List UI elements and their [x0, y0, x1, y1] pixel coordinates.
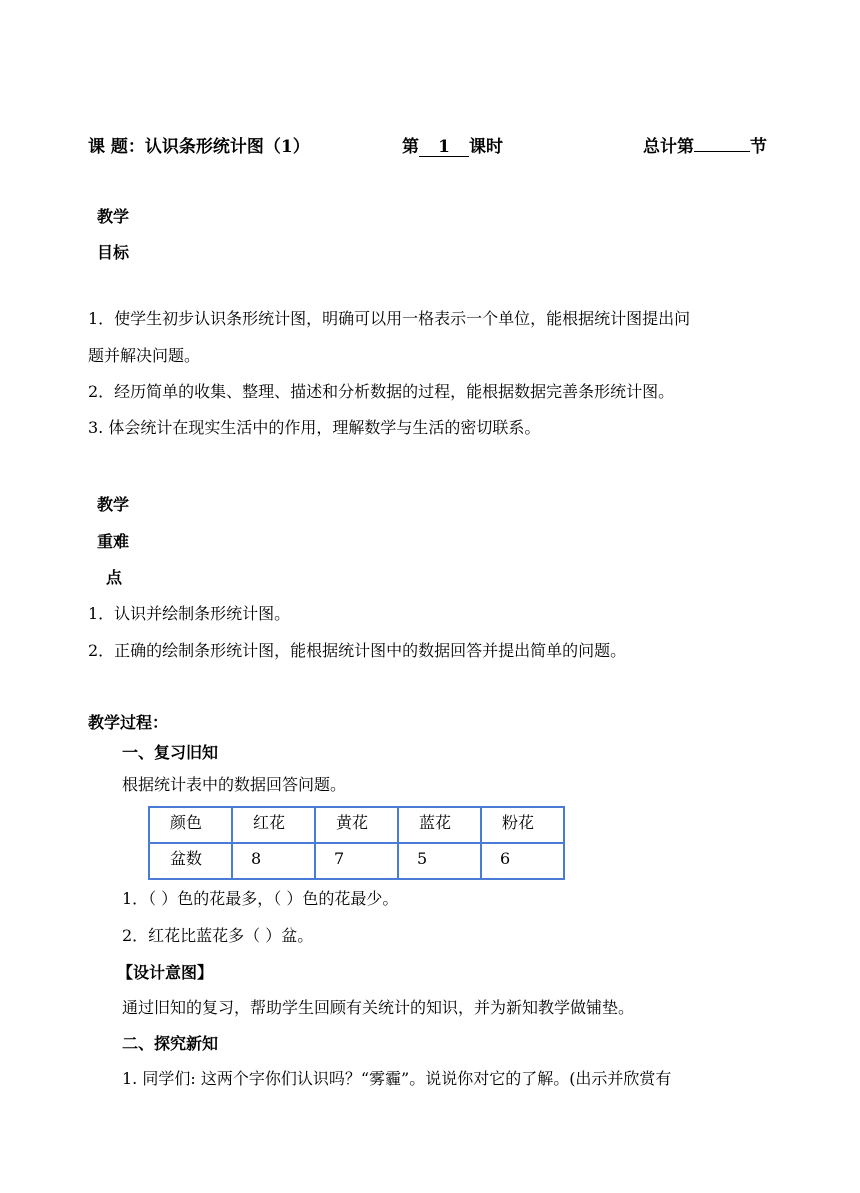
- objectives-label-2: 目标: [97, 243, 130, 262]
- question-1: 1．（ ）色的花最多，（ ）色的花最少。: [122, 889, 399, 908]
- table-header-cell: 黄花: [315, 807, 398, 843]
- table-row: [149, 807, 564, 843]
- lesson-total: [643, 132, 767, 157]
- keypoints-label-1: 教学: [97, 495, 130, 514]
- objectives-label-1: 教学: [97, 207, 130, 226]
- table-cell: 6: [481, 843, 564, 879]
- question-2: 2．红花比蓝花多（ ）盆。: [122, 926, 314, 945]
- process-title: 教学过程：: [88, 713, 169, 732]
- objective-item: 1．使学生初步认识条形统计图，明确可以用一格表示一个单位，能根据统计图提出问: [88, 309, 691, 328]
- table-header-cell: 颜色: [149, 807, 232, 843]
- table-cell: 5: [398, 843, 481, 879]
- table-header-cell: 粉花: [481, 807, 564, 843]
- total-prefix: 总计第: [643, 137, 694, 157]
- table-cell: 7: [315, 843, 398, 879]
- design-intent-text: 通过旧知的复习，帮助学生回顾有关统计的知识，并为新知教学做铺垫。: [122, 998, 635, 1017]
- period-prefix: 第: [402, 137, 419, 157]
- lesson-period: [402, 132, 503, 157]
- section2-text: 1. 同学们: 这两个字你们认识吗？“雾霾”。说说你对它的了解。(出示并欣赏有: [122, 1069, 672, 1088]
- topic-title: 认识条形统计图（1）: [144, 137, 310, 157]
- keypoints-label-2: 重难: [97, 532, 130, 551]
- table-header-cell: 蓝花: [398, 807, 481, 843]
- keypoints-label-3: 点: [106, 568, 123, 587]
- section1-title: 一、复习旧知: [122, 743, 219, 762]
- table-cell: 8: [232, 843, 315, 879]
- table-cell: 盆数: [149, 843, 232, 879]
- objective-item: 3. 体会统计在现实生活中的作用，理解数学与生活的密切联系。: [88, 418, 541, 437]
- period-suffix: 课时: [469, 137, 503, 157]
- flower-stats-table: [148, 806, 565, 880]
- section2-title: 二、探究新知: [122, 1034, 219, 1053]
- table-header-cell: 红花: [232, 807, 315, 843]
- objective-item: 2．经历简单的收集、整理、描述和分析数据的过程，能根据数据完善条形统计图。: [88, 382, 675, 401]
- design-intent-label: 【设计意图】: [117, 963, 214, 982]
- objective-item: 题并解决问题。: [88, 346, 201, 365]
- total-suffix: 节: [750, 137, 767, 157]
- lesson-topic: [88, 132, 310, 157]
- table-row: [149, 843, 564, 879]
- keypoint-item: 2．正确的绘制条形统计图，能根据统计图中的数据回答并提出简单的问题。: [88, 641, 627, 660]
- keypoint-item: 1．认识并绘制条形统计图。: [88, 604, 291, 623]
- section1-intro: 根据统计表中的数据回答问题。: [122, 775, 347, 794]
- total-blank: [694, 151, 750, 152]
- period-number: 1: [419, 138, 469, 157]
- topic-label: 课 题：: [88, 137, 145, 157]
